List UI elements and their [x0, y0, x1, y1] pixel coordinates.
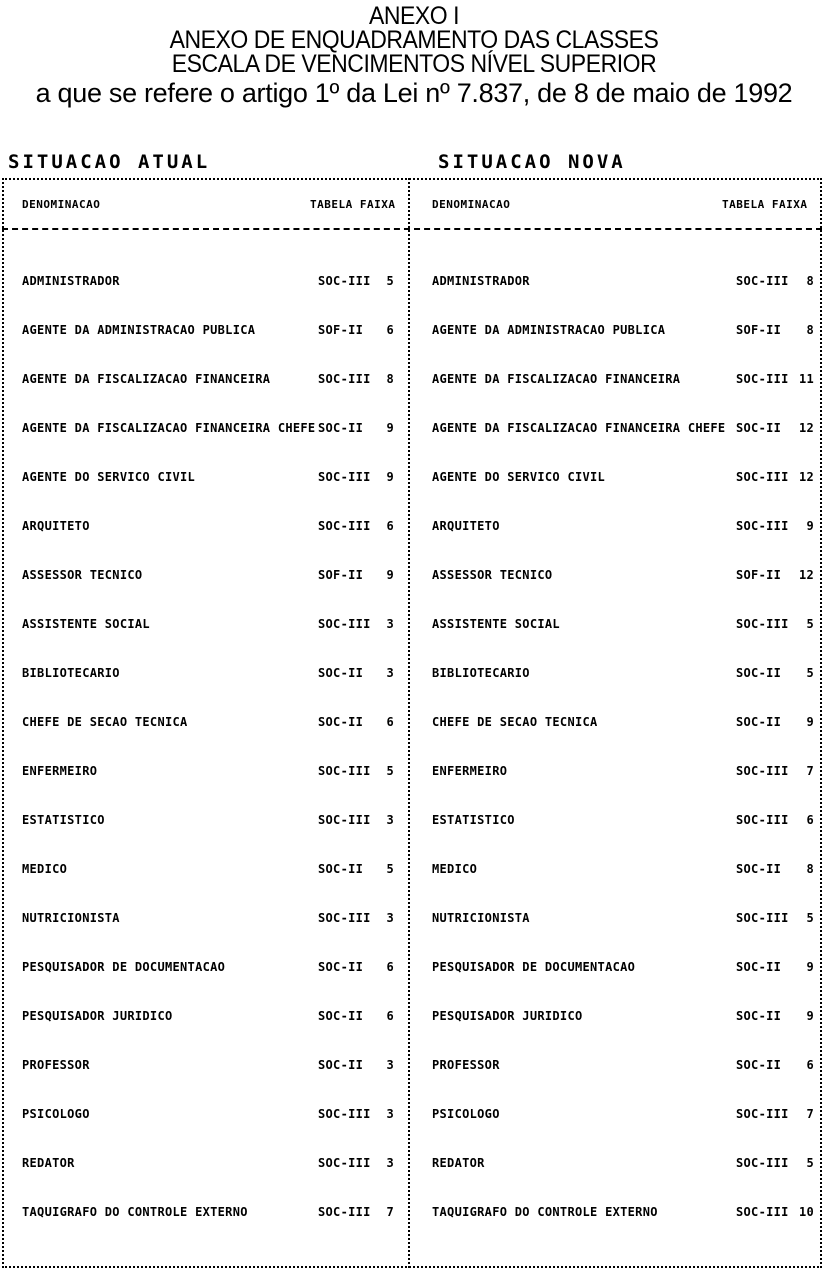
right-denominacao-cell: ESTATISTICO [432, 813, 515, 827]
table-row [0, 1009, 828, 1029]
annex-subtitle: ANEXO DE ENQUADRAMENTO DAS CLASSES [169, 26, 659, 54]
left-tabela-cell: SOC-II [318, 1009, 364, 1023]
right-tabela-cell: SOC-III [736, 1107, 789, 1121]
left-faixa-cell: 3 [386, 1107, 394, 1121]
left-tabela-cell: SOC-II [318, 421, 364, 435]
right-faixa-cell: 7 [806, 1107, 814, 1121]
table-row [0, 862, 828, 882]
right-tabela-cell: SOC-III [736, 1156, 789, 1170]
left-tabela-cell: SOC-III [318, 1156, 371, 1170]
right-denominacao-cell: NUTRICIONISTA [432, 911, 530, 925]
left-denominacao-cell: MEDICO [22, 862, 68, 876]
left-denominacao-cell: TAQUIGRAFO DO CONTROLE EXTERNO [22, 1205, 248, 1219]
right-faixa-cell: 8 [806, 274, 814, 288]
right-denominacao-cell: MEDICO [432, 862, 478, 876]
left-faixa-cell: 3 [386, 813, 394, 827]
left-tabela-cell: SOC-II [318, 715, 364, 729]
table-row [0, 372, 828, 392]
left-tabela-cell: SOC-II [318, 960, 364, 974]
right-denominacao-cell: CHEFE DE SECAO TECNICA [432, 715, 598, 729]
law-reference: a que se refere o artigo 1º da Lei nº 7.837, de 8 de maio de 1992 [35, 78, 793, 108]
left-faixa-cell: 9 [386, 568, 394, 582]
right-tabela-cell: SOC-II [736, 715, 782, 729]
right-faixa-cell: 10 [798, 1205, 814, 1219]
left-tabela-cell: SOF-II [318, 568, 364, 582]
left-faixa-cell: 9 [386, 470, 394, 484]
left-denominacao-cell: ENFERMEIRO [22, 764, 98, 778]
left-denominacao-cell: BIBLIOTECARIO [22, 666, 120, 680]
table-row [0, 274, 828, 294]
right-tabela-cell: SOC-III [736, 372, 789, 386]
right-col-tabela-faixa: TABELA FAIXA [722, 198, 808, 211]
left-faixa-cell: 6 [386, 960, 394, 974]
right-tabela-cell: SOF-II [736, 323, 782, 337]
right-faixa-cell: 9 [806, 715, 814, 729]
right-denominacao-cell: PROFESSOR [432, 1058, 500, 1072]
left-tabela-cell: SOC-III [318, 1107, 371, 1121]
left-tabela-cell: SOC-III [318, 372, 371, 386]
right-tabela-cell: SOC-III [736, 617, 789, 631]
right-faixa-cell: 12 [798, 568, 814, 582]
right-faixa-cell: 5 [806, 666, 814, 680]
right-denominacao-cell: ENFERMEIRO [432, 764, 508, 778]
table-row [0, 421, 828, 441]
left-faixa-cell: 3 [386, 1058, 394, 1072]
right-denominacao-cell: TAQUIGRAFO DO CONTROLE EXTERNO [432, 1205, 658, 1219]
header-divider [2, 228, 822, 230]
right-denominacao-cell: AGENTE DO SERVICO CIVIL [432, 470, 606, 484]
right-tabela-cell: SOC-III [736, 911, 789, 925]
right-denominacao-cell: AGENTE DA FISCALIZACAO FINANCEIRA [432, 372, 681, 386]
left-faixa-cell: 5 [386, 764, 394, 778]
right-denominacao-cell: BIBLIOTECARIO [432, 666, 530, 680]
left-denominacao-cell: ASSESSOR TECNICO [22, 568, 143, 582]
table-row [0, 715, 828, 735]
left-section-title: SITUACAO ATUAL [8, 151, 211, 173]
left-tabela-cell: SOF-II [318, 323, 364, 337]
left-faixa-cell: 6 [386, 323, 394, 337]
table-row [0, 323, 828, 343]
right-section-title: SITUACAO NOVA [438, 151, 626, 173]
right-denominacao-cell: ARQUITETO [432, 519, 500, 533]
right-denominacao-cell: ASSISTENTE SOCIAL [432, 617, 560, 631]
table-row [0, 813, 828, 833]
table-row [0, 470, 828, 490]
left-faixa-cell: 3 [386, 666, 394, 680]
right-faixa-cell: 8 [806, 323, 814, 337]
table-row [0, 1058, 828, 1078]
left-tabela-cell: SOC-III [318, 911, 371, 925]
right-tabela-cell: SOF-II [736, 568, 782, 582]
left-denominacao-cell: ARQUITETO [22, 519, 90, 533]
left-faixa-cell: 6 [386, 519, 394, 533]
left-faixa-cell: 6 [386, 1009, 394, 1023]
left-faixa-cell: 6 [386, 715, 394, 729]
left-denominacao-cell: PROFESSOR [22, 1058, 90, 1072]
left-tabela-cell: SOC-II [318, 1058, 364, 1072]
left-denominacao-cell: AGENTE DA FISCALIZACAO FINANCEIRA CHEFE [22, 421, 316, 435]
left-denominacao-cell: PESQUISADOR DE DOCUMENTACAO [22, 960, 226, 974]
right-tabela-cell: SOC-II [736, 1058, 782, 1072]
right-faixa-cell: 7 [806, 764, 814, 778]
right-faixa-cell: 9 [806, 960, 814, 974]
left-denominacao-cell: AGENTE DO SERVICO CIVIL [22, 470, 196, 484]
right-denominacao-cell: PSICOLOGO [432, 1107, 500, 1121]
right-tabela-cell: SOC-III [736, 470, 789, 484]
left-denominacao-cell: AGENTE DA FISCALIZACAO FINANCEIRA [22, 372, 271, 386]
right-tabela-cell: SOC-III [736, 813, 789, 827]
annex-title: ANEXO I [368, 2, 460, 30]
left-denominacao-cell: NUTRICIONISTA [22, 911, 120, 925]
left-tabela-cell: SOC-II [318, 666, 364, 680]
table-row [0, 617, 828, 637]
table-row [0, 1107, 828, 1127]
right-tabela-cell: SOC-III [736, 519, 789, 533]
left-faixa-cell: 5 [386, 274, 394, 288]
right-denominacao-cell: AGENTE DA ADMINISTRACAO PUBLICA [432, 323, 666, 337]
left-denominacao-cell: ADMINISTRADOR [22, 274, 120, 288]
right-tabela-cell: SOC-III [736, 764, 789, 778]
table-row [0, 568, 828, 588]
table-row [0, 1156, 828, 1176]
right-faixa-cell: 5 [806, 617, 814, 631]
right-faixa-cell: 11 [798, 372, 814, 386]
table-row [0, 764, 828, 784]
left-tabela-cell: SOC-III [318, 519, 371, 533]
left-tabela-cell: SOC-III [318, 764, 371, 778]
right-tabela-cell: SOC-II [736, 960, 782, 974]
right-faixa-cell: 5 [806, 1156, 814, 1170]
right-tabela-cell: SOC-II [736, 421, 782, 435]
right-tabela-cell: SOC-II [736, 1009, 782, 1023]
right-faixa-cell: 8 [806, 862, 814, 876]
left-denominacao-cell: ESTATISTICO [22, 813, 105, 827]
left-col-tabela-faixa: TABELA FAIXA [310, 198, 396, 211]
table-row [0, 960, 828, 980]
table-row [0, 519, 828, 539]
right-faixa-cell: 9 [806, 1009, 814, 1023]
right-tabela-cell: SOC-III [736, 1205, 789, 1219]
left-denominacao-cell: ASSISTENTE SOCIAL [22, 617, 150, 631]
left-faixa-cell: 3 [386, 617, 394, 631]
left-faixa-cell: 3 [386, 911, 394, 925]
left-denominacao-cell: CHEFE DE SECAO TECNICA [22, 715, 188, 729]
right-denominacao-cell: AGENTE DA FISCALIZACAO FINANCEIRA CHEFE [432, 421, 726, 435]
right-tabela-cell: SOC-II [736, 666, 782, 680]
left-col-denominacao: DENOMINACAO [22, 198, 101, 211]
table-row [0, 911, 828, 931]
annex-scale-title: ESCALA DE VENCIMENTOS NÍVEL SUPERIOR [171, 50, 657, 78]
right-col-denominacao: DENOMINACAO [432, 198, 511, 211]
right-faixa-cell: 9 [806, 519, 814, 533]
left-faixa-cell: 3 [386, 1156, 394, 1170]
left-denominacao-cell: PESQUISADOR JURIDICO [22, 1009, 173, 1023]
right-denominacao-cell: PESQUISADOR JURIDICO [432, 1009, 583, 1023]
left-denominacao-cell: PSICOLOGO [22, 1107, 90, 1121]
left-tabela-cell: SOC-III [318, 617, 371, 631]
right-tabela-cell: SOC-II [736, 862, 782, 876]
right-faixa-cell: 6 [806, 1058, 814, 1072]
left-faixa-cell: 9 [386, 421, 394, 435]
left-faixa-cell: 8 [386, 372, 394, 386]
left-denominacao-cell: AGENTE DA ADMINISTRACAO PUBLICA [22, 323, 256, 337]
left-tabela-cell: SOC-II [318, 862, 364, 876]
table-row [0, 1205, 828, 1225]
right-denominacao-cell: REDATOR [432, 1156, 485, 1170]
document-header [0, 4, 828, 108]
left-denominacao-cell: REDATOR [22, 1156, 75, 1170]
left-tabela-cell: SOC-III [318, 813, 371, 827]
right-denominacao-cell: PESQUISADOR DE DOCUMENTACAO [432, 960, 636, 974]
right-denominacao-cell: ASSESSOR TECNICO [432, 568, 553, 582]
right-tabela-cell: SOC-III [736, 274, 789, 288]
left-faixa-cell: 7 [386, 1205, 394, 1219]
left-tabela-cell: SOC-III [318, 274, 371, 288]
right-denominacao-cell: ADMINISTRADOR [432, 274, 530, 288]
left-tabela-cell: SOC-III [318, 1205, 371, 1219]
right-faixa-cell: 12 [798, 470, 814, 484]
right-faixa-cell: 5 [806, 911, 814, 925]
left-tabela-cell: SOC-III [318, 470, 371, 484]
right-faixa-cell: 6 [806, 813, 814, 827]
right-faixa-cell: 12 [798, 421, 814, 435]
left-faixa-cell: 5 [386, 862, 394, 876]
table-row [0, 666, 828, 686]
